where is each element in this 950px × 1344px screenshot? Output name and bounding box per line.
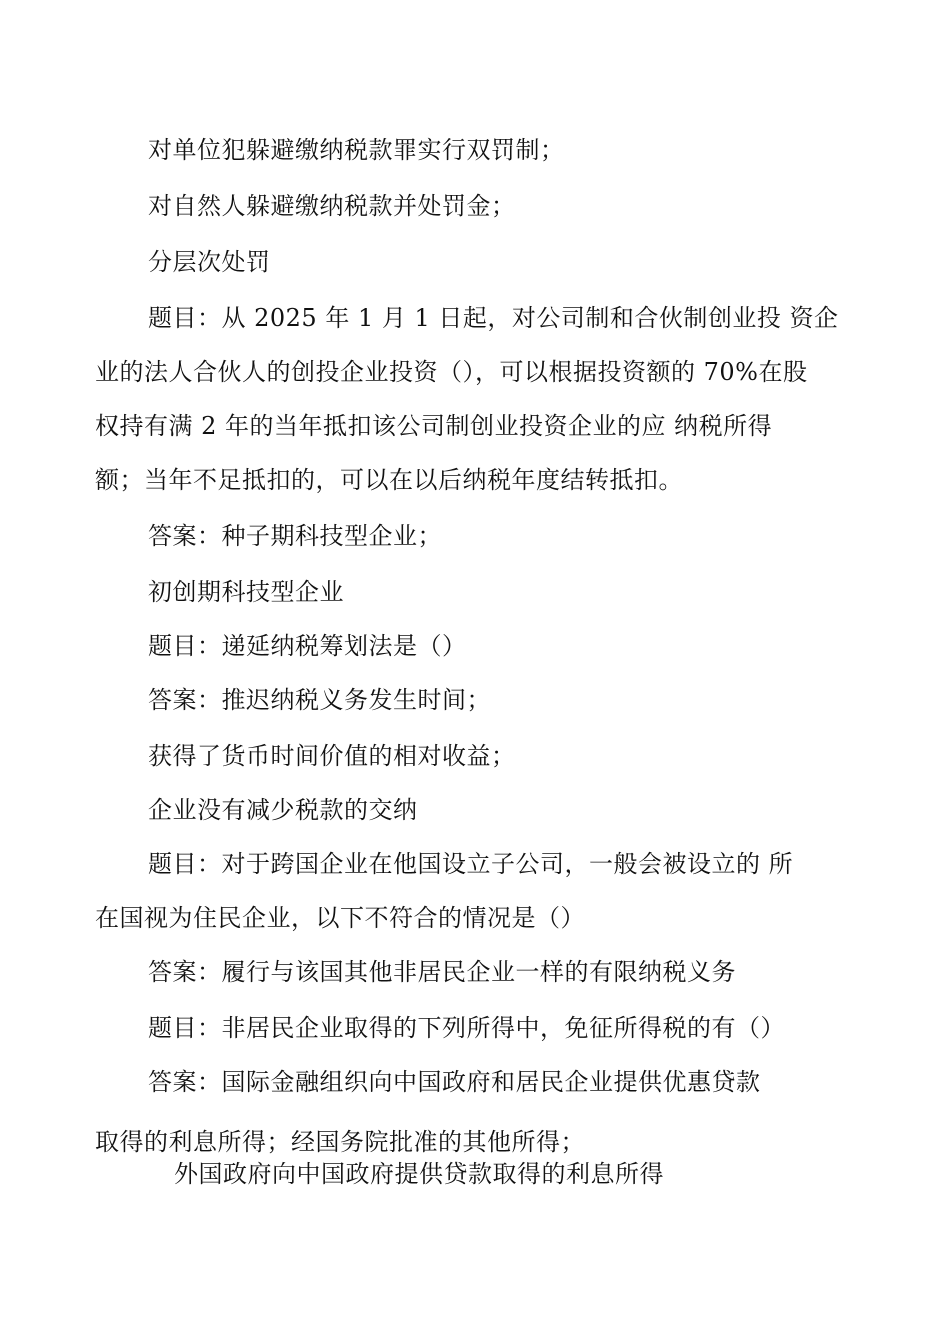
question-line: 题目：非居民企业取得的下列所得中，免征所得税的有（） bbox=[148, 1014, 785, 1042]
answer-line: 外国政府向中国政府提供贷款取得的利息所得 bbox=[174, 1160, 664, 1188]
answer-line: 初创期科技型企业 bbox=[148, 578, 344, 606]
answer-line: 答案：履行与该国其他非居民企业一样的有限纳税义务 bbox=[148, 958, 736, 986]
text-line: 对单位犯躲避缴纳税款罪实行双罚制； bbox=[148, 136, 565, 164]
question-line: 权持有满 2 年的当年抵扣该公司制创业投资企业的应 纳税所得 bbox=[95, 412, 773, 440]
question-line: 在国视为住民企业，以下不符合的情况是（） bbox=[95, 904, 585, 932]
answer-line: 答案：推迟纳税义务发生时间； bbox=[148, 686, 491, 714]
answer-line: 获得了货币时间价值的相对收益； bbox=[148, 742, 516, 770]
answer-line: 取得的利息所得；经国务院批准的其他所得； bbox=[95, 1128, 585, 1156]
text-line: 分层次处罚 bbox=[148, 248, 271, 276]
question-line: 额；当年不足抵扣的，可以在以后纳税年度结转抵扣。 bbox=[95, 466, 683, 494]
question-line: 题目：从 2025 年 1 月 1 日起，对公司制和合伙制创业投 资企 bbox=[148, 304, 839, 332]
answer-line: 答案：国际金融组织向中国政府和居民企业提供优惠贷款 bbox=[148, 1068, 761, 1096]
answer-line: 企业没有减少税款的交纳 bbox=[148, 796, 418, 824]
question-line: 题目：递延纳税筹划法是（） bbox=[148, 632, 467, 660]
question-line: 题目：对于跨国企业在他国设立子公司，一般会被设立的 所 bbox=[148, 850, 794, 878]
question-line: 业的法人合伙人的创投企业投资（），可以根据投资额的 70%在股 bbox=[95, 358, 808, 386]
answer-line: 答案：种子期科技型企业； bbox=[148, 522, 442, 550]
text-line: 对自然人躲避缴纳税款并处罚金； bbox=[148, 192, 516, 220]
